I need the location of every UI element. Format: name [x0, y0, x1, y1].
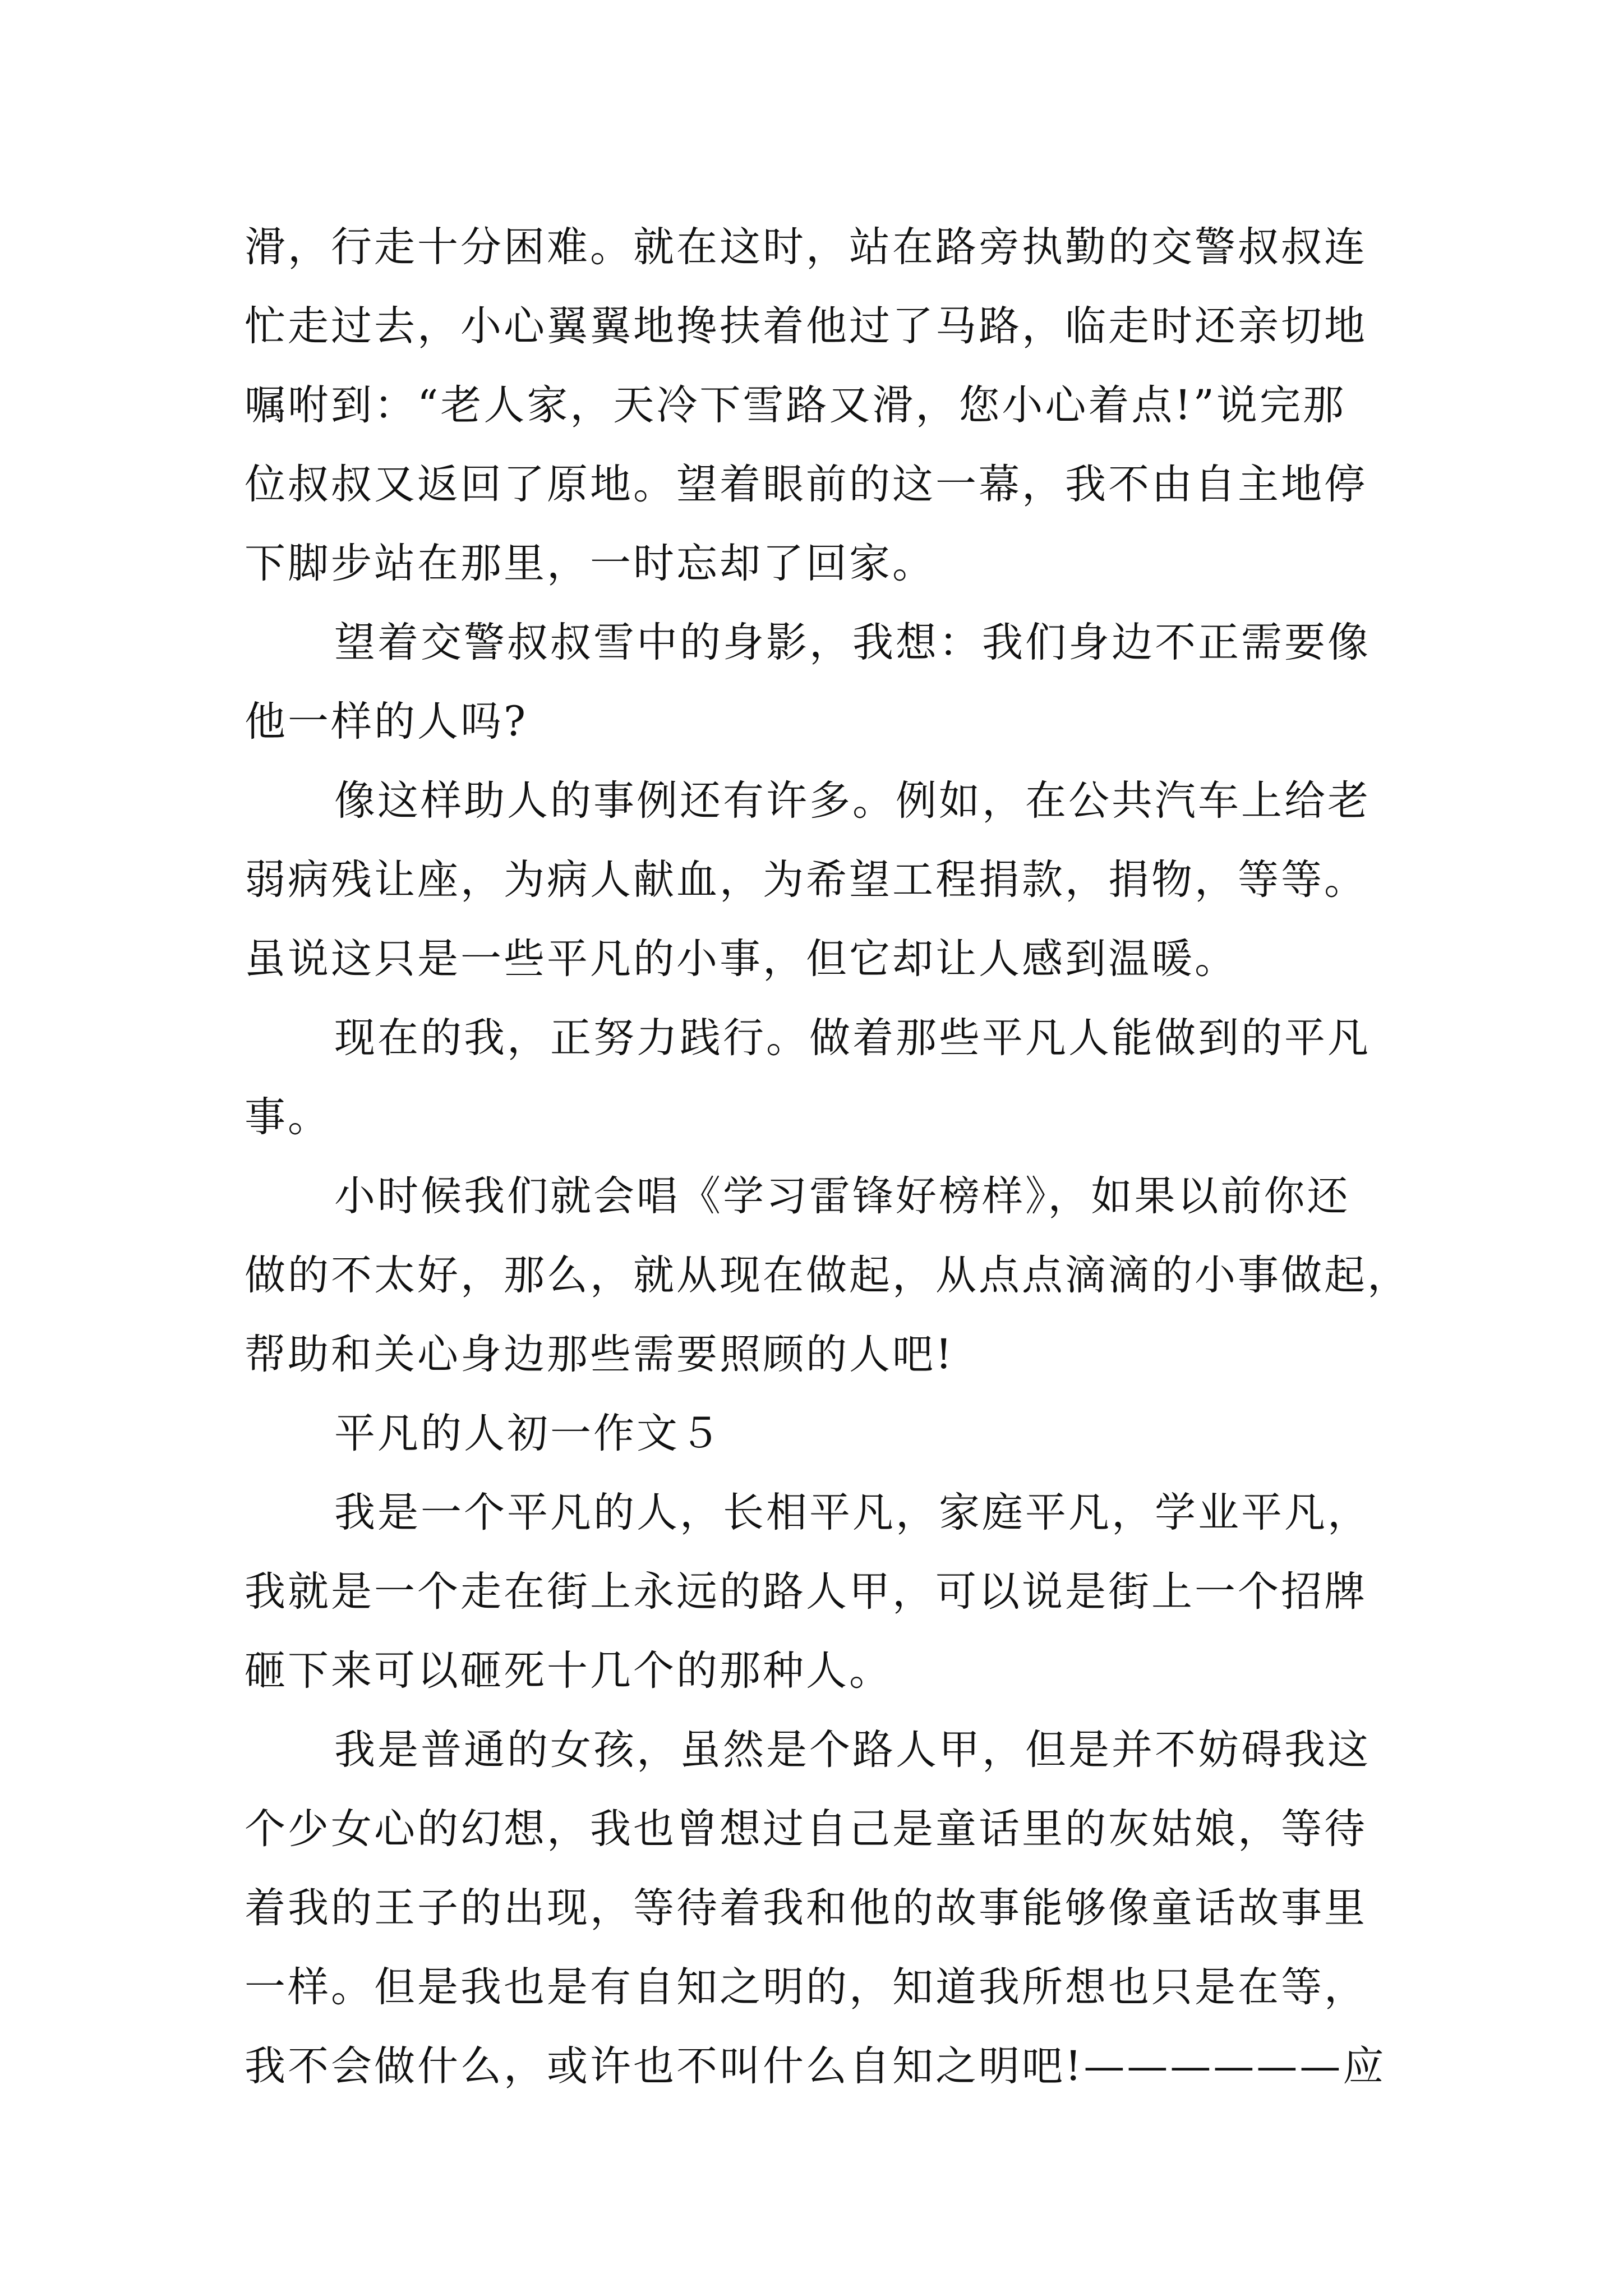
text-line: 滑，行走十分困难。就在这时，站在路旁执勤的交警叔叔连 — [245, 223, 1367, 271]
text-line: 我是一个平凡的人，长相平凡，家庭平凡，学业平凡， — [334, 1489, 1371, 1536]
text-line: 位叔叔又返回了原地。望着眼前的这一幕，我不由自主地停 — [245, 461, 1367, 508]
text-line: 我就是一个走在街上永远的路人甲，可以说是街上一个招牌 — [245, 1568, 1367, 1616]
text-line: 我不会做什么，或许也不叫什么自知之明吧!——————应 — [245, 2042, 1386, 2090]
text-line: 虽说这只是一些平凡的小事，但它却让人感到温暖。 — [245, 935, 1238, 983]
text-line: 像这样助人的事例还有许多。例如，在公共汽车上给老 — [334, 777, 1371, 825]
text-line: 现在的我，正努力践行。做着那些平凡人能做到的平凡 — [334, 1014, 1371, 1062]
text-line: 小时候我们就会唱《学习雷锋好榜样》，如果以前你还 — [334, 1172, 1350, 1220]
text-line: 一样。但是我也是有自知之明的，知道我所想也只是在等， — [245, 1963, 1367, 2011]
text-line: 着我的王子的出现，等待着我和他的故事能够像童话故事里 — [245, 1884, 1367, 1932]
text-line: 下脚步站在那里，一时忘却了回家。 — [245, 540, 935, 587]
text-line: 做的不太好，那么，就从现在做起，从点点滴滴的小事做起， — [245, 1251, 1410, 1299]
text-line: 我是普通的女孩，虽然是个路人甲，但是并不妨碍我这 — [334, 1726, 1371, 1774]
text-line: 帮助和关心身边那些需要照顾的人吧! — [245, 1331, 955, 1378]
text-line: 个少女心的幻想，我也曾想过自己是童话里的灰姑娘，等待 — [245, 1805, 1367, 1853]
text-line: 他一样的人吗? — [245, 698, 528, 746]
text-line: 事。 — [245, 1093, 331, 1141]
text-line: 忙走过去，小心翼翼地搀扶着他过了马路，临走时还亲切地 — [245, 302, 1367, 350]
text-line: 望着交警叔叔雪中的身影，我想：我们身边不正需要像 — [334, 619, 1371, 666]
text-line: 平凡的人初一作文５ — [334, 1410, 723, 1457]
text-line: 弱病残让座，为病人献血，为希望工程捐款，捐物，等等。 — [245, 856, 1367, 904]
document-body — [245, 208, 1410, 2106]
text-line: 嘱咐到：“老人家，天冷下雪路又滑，您小心着点!”说完那 — [245, 381, 1346, 429]
text-line: 砸下来可以砸死十几个的那种人。 — [245, 1647, 892, 1695]
